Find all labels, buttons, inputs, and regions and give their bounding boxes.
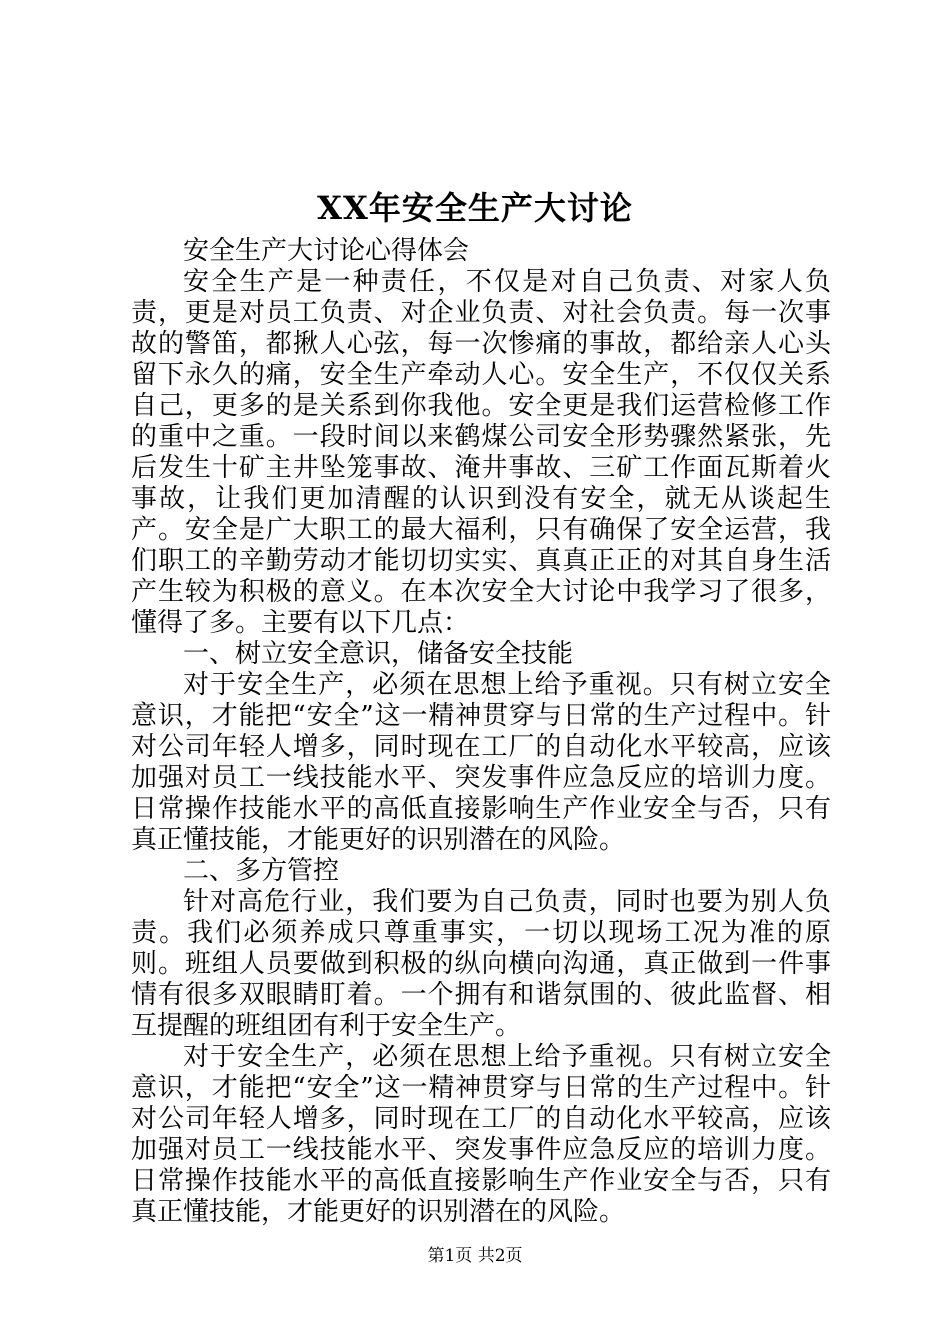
body-paragraph: 对于安全生产，必须在思想上给予重视。只有树立安全意识，才能把“安全”这一精神贯穿与日常的生产过程中。针对公司年轻人增多，同时现在工厂的自动化水平较高，应该加强对员工一线技能水平、突发事件应急反应的培训力度。日常操作技能水平的高低直接影响生产作业安全与否，只有真正懂技能，才能更好的识别潜在的风险。 xyxy=(131,1042,831,1227)
page-number: 第1页 共2页 xyxy=(427,1246,523,1266)
body-paragraph: 针对高危行业，我们要为自己负责，同时也要为别人负责。我们必须养成只尊重事实，一切以现场工况为准的原则。班组人员要做到积极的纵向横向沟通，真正做到一件事情有很多双眼睛盯着。一个拥有和谐氛围的、彼此监督、相互提醒的班组团有利于安全生产。 xyxy=(131,887,831,1041)
body-paragraph: 对于安全生产，必须在思想上给予重视。只有树立安全意识，才能把“安全”这一精神贯穿与日常的生产过程中。针对公司年轻人增多，同时现在工厂的自动化水平较高，应该加强对员工一线技能水平、突发事件应急反应的培训力度。日常操作技能水平的高低直接影响生产作业安全与否，只有真正懂技能，才能更好的识别潜在的风险。 xyxy=(131,670,831,855)
subtitle-paragraph: 安全生产大讨论心得体会 xyxy=(183,236,470,266)
body-paragraph: 安全生产是一种责任，不仅是对自己负责、对家人负责，更是对员工负责、对企业负责、对社会负责。每一次事故的警笛，都揪人心弦，每一次惨痛的事故，都给亲人心头留下永久的痛，安全生产牵动人心。安全生产，不仅仅关系自己，更多的是关系到你我他。安全更是我们运营检修工作的重中之重。一段时间以来鹤煤公司安全形势骤然紧张，先后发生十矿主井坠笼事故、淹井事故、三矿工作面瓦斯着火事故，让我们更加清醒的认识到没有安全，就无从谈起生产。安全是广大职工的最大福利，只有确保了安全运营，我们职工的辛勤劳动才能切切实实、真真正正的对其自身生活产生较为积极的意义。在本次安全大讨论中我学习了很多，懂得了多。主要有以下几点： xyxy=(131,267,831,638)
document-body xyxy=(131,236,831,1228)
section-heading: 一、树立安全意识，储备安全技能 xyxy=(183,639,574,669)
section-heading: 二、多方管控 xyxy=(183,856,340,886)
document-title: XX年安全生产大讨论 xyxy=(317,189,633,227)
